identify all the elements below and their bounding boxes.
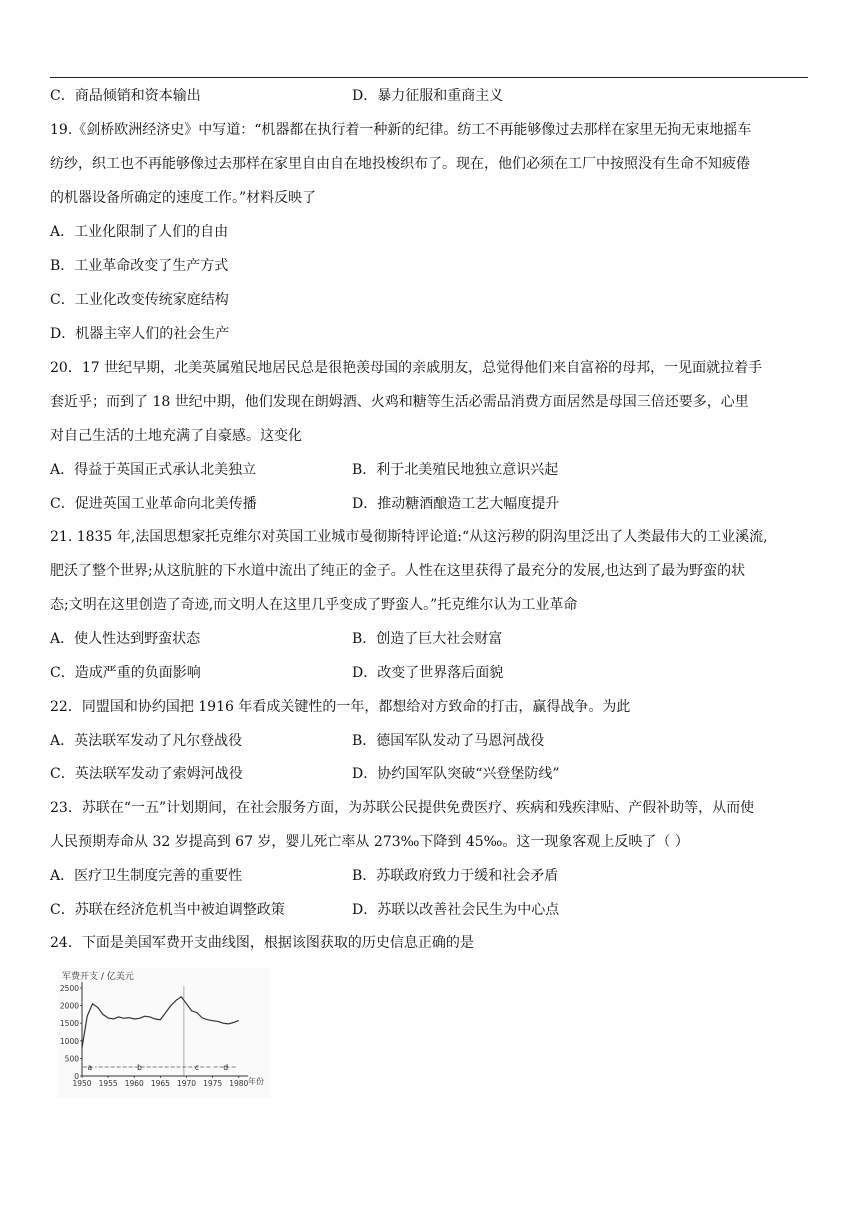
q23-option-b: B．苏联政府致力于缓和社会矛盾 xyxy=(352,868,559,884)
x-axis-label: 年份 xyxy=(248,1077,264,1086)
y-ticks xyxy=(60,984,82,1081)
y-tick-label: 500 xyxy=(64,1054,79,1064)
period-label-c: c xyxy=(194,1063,200,1072)
q22-option-b: B．德国军队发动了马恩河战役 xyxy=(352,733,545,749)
q21-stem-line-1: 21. 1835 年,法国思想家托克维尔对英国工业城市曼彻斯特评论道:“从这污秽的阴沟里泛出了人类最伟大的工业溪流, xyxy=(50,529,768,545)
x-tick-label: 1980 xyxy=(229,1079,249,1088)
y-tick-label: 1000 xyxy=(59,1036,79,1046)
q20-option-c: C．促进英国工业革命向北美传播 xyxy=(50,496,257,512)
chart-svg xyxy=(58,968,270,1098)
y-axis-label: 军费开支 / 亿美元 xyxy=(62,972,134,982)
q21-option-d: D．改变了世界落后面貌 xyxy=(352,665,504,681)
q22-option-d: D．协约国军队突破“兴登堡防线” xyxy=(352,766,560,782)
q23-stem-line-2: 人民预期寿命从 32 岁提高到 67 岁，婴儿死亡率从 273‰下降到 45‰。这一现象客观上反映了（ ） xyxy=(50,834,689,850)
q21-stem-line-2: 肥沃了整个世界;从这肮脏的下水道中流出了纯正的金子。人性在这里获得了最充分的发展,也达到了最为野蛮的状 xyxy=(50,563,746,579)
y-tick-label: 1500 xyxy=(59,1019,79,1029)
period-label-b: b xyxy=(137,1063,142,1072)
q20-option-a: A．得益于英国正式承认北美独立 xyxy=(50,462,257,478)
q19-option-c: C．工业化改变传统家庭结构 xyxy=(50,292,229,308)
x-tick-label: 1975 xyxy=(203,1079,223,1088)
q21-option-a: A．使人性达到野蛮状态 xyxy=(50,631,201,647)
q19-option-a: A．工业化限制了人们的自由 xyxy=(50,224,229,240)
q22-stem-line-1: 22．同盟国和协约国把 1916 年看成关键性的一年，都想给对方致命的打击，赢得战争。为此 xyxy=(50,699,631,715)
chart-axes xyxy=(82,982,248,1076)
y-tick-label: 0 xyxy=(74,1072,79,1081)
x-tick-label: 1965 xyxy=(150,1079,170,1088)
prev-option-d: D．暴力征服和重商主义 xyxy=(352,88,504,104)
x-ticks xyxy=(72,1076,248,1088)
military-spending-chart xyxy=(58,968,270,1098)
q20-stem-line-2: 套近乎；而到了 18 世纪中期，他们发现在朗姆酒、火鸡和糖等生活必需品消费方面居然是母国三倍还要多，心里 xyxy=(50,394,749,410)
x-tick-label: 1955 xyxy=(98,1079,118,1088)
series-line xyxy=(82,997,239,1048)
q21-option-b: B．创造了巨大社会财富 xyxy=(352,631,503,647)
period-label-a: a xyxy=(87,1063,93,1072)
period-label-d: d xyxy=(223,1063,229,1072)
q23-option-c: C．苏联在经济危机当中被迫调整政策 xyxy=(50,902,285,918)
prev-option-c: C．商品倾销和资本输出 xyxy=(50,88,201,104)
top-rule xyxy=(50,77,808,78)
q20-option-b: B．利于北美殖民地独立意识兴起 xyxy=(352,462,559,478)
q19-stem-line-1: 19.《剑桥欧洲经济史》中写道：“机器都在执行着一种新的纪律。纺工不再能够像过去那样在家里无拘无束地摇车 xyxy=(50,122,752,138)
q22-option-a: A．英法联军发动了凡尔登战役 xyxy=(50,733,243,749)
y-tick-label: 2000 xyxy=(59,1001,79,1011)
q20-stem-line-1: 20．17 世纪早期，北美英属殖民地居民总是很艳羡母国的亲戚朋友，总觉得他们来自富裕的母邦，一见面就拉着手 xyxy=(50,360,763,376)
y-tick-label: 2500 xyxy=(59,984,79,993)
x-tick-label: 1960 xyxy=(124,1079,144,1088)
q19-option-b: B．工业革命改变了生产方式 xyxy=(50,258,229,274)
q20-option-d: D．推动糖酒酿造工艺大幅度提升 xyxy=(352,496,560,512)
q21-option-c: C．造成严重的负面影响 xyxy=(50,665,201,681)
q23-option-d: D．苏联以改善社会民生为中心点 xyxy=(352,902,560,918)
x-tick-label: 1970 xyxy=(176,1079,197,1088)
q19-stem-line-2: 纺纱，织工也不再能够像过去那样在家里自由自在地投梭织布了。现在，他们必须在工厂中按照没有生命不知疲倦 xyxy=(50,156,750,172)
q19-option-d: D．机器主宰人们的社会生产 xyxy=(50,326,230,342)
q24-stem-line-1: 24．下面是美国军费开支曲线图，根据该图获取的历史信息正确的是 xyxy=(50,935,474,951)
q23-option-a: A．医疗卫生制度完善的重要性 xyxy=(50,868,243,884)
x-tick-label: 1950 xyxy=(72,1079,92,1088)
period-markers xyxy=(83,1063,238,1072)
q21-stem-line-3: 态;文明在这里创造了奇迹,而文明人在这里几乎变成了野蛮人。”托克维尔认为工业革命 xyxy=(50,597,578,613)
q23-stem-line-1: 23．苏联在“一五”计划期间，在社会服务方面，为苏联公民提供免费医疗、疾病和残疾津贴、产假补助等，从而使 xyxy=(50,800,755,816)
q19-stem-line-3: 的机器设备所确定的速度工作。”材料反映了 xyxy=(50,190,317,206)
q20-stem-line-3: 对自己生活的土地充满了自豪感。这变化 xyxy=(50,428,302,444)
q22-option-c: C．英法联军发动了索姆河战役 xyxy=(50,766,243,782)
